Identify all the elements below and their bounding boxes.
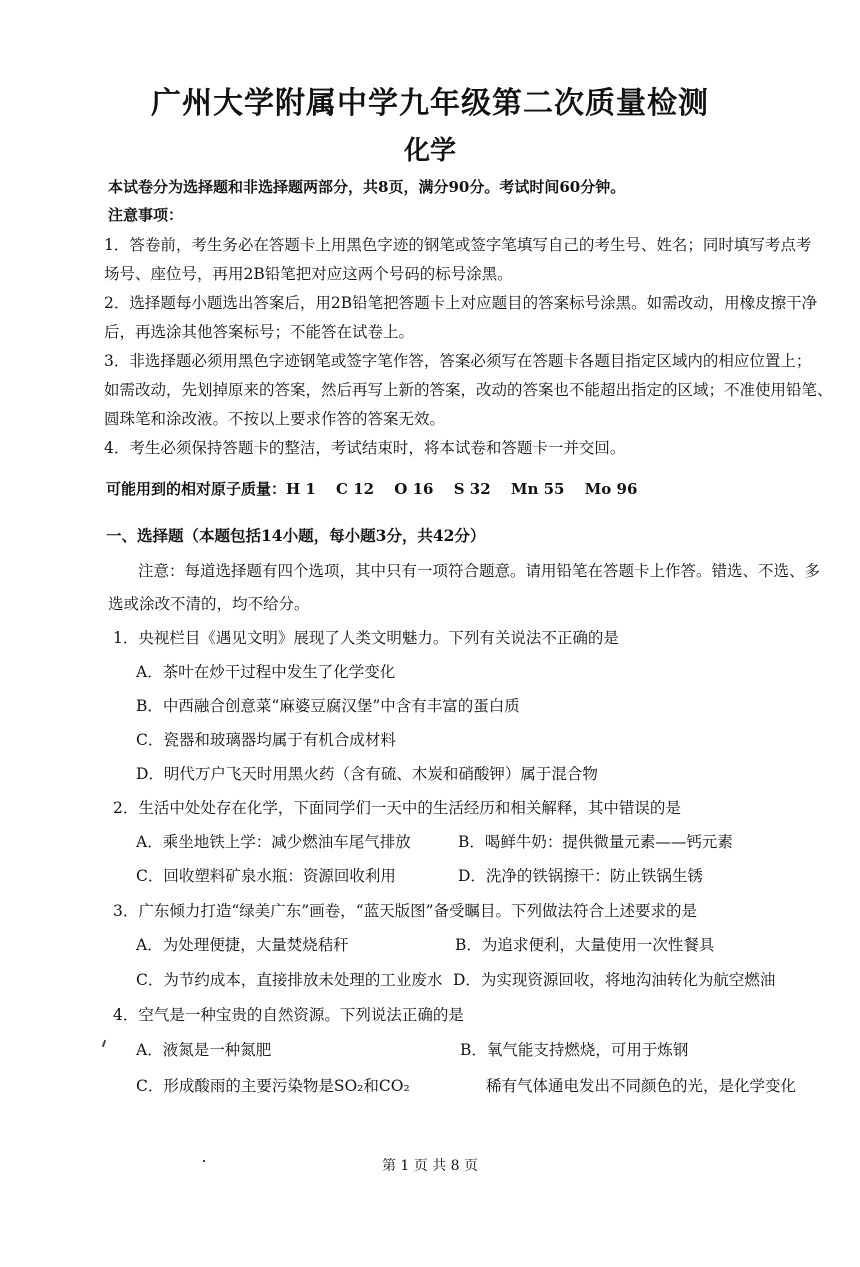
page-footer: 第 1 页 共 8 页 [381,1158,479,1174]
note-line: 4．考生必须保持答题卡的整洁，考试结束时，将本试卷和答题卡一并交回。 [104,439,626,457]
scan-speck [102,1040,106,1047]
section-heading: 一、选择题（本题包括14小题，每小题3分，共42分） [106,526,486,545]
note-line: 3．非选择题必须用黑色字迹钢笔或签字笔作答，答案必须写在答题卡各题目指定区域内的相应位置上； [104,352,812,370]
exam-summary: 本试卷分为选择题和非选择题两部分，共8页，满分90分。考试时间60分钟。 [108,178,626,196]
subject-title: 化学 [403,136,456,166]
option-a: A．液氮是一种氮肥 [136,1041,272,1059]
question-stem: 1．央视栏目《遇见文明》展现了人类文明魅力。下列有关说法不正确的是 [113,629,619,647]
option-c: C．瓷器和玻璃器均属于有机合成材料 [136,731,396,749]
question-stem: 3．广东倾力打造“绿美广东”画卷，“蓝天版图”备受瞩目。下列做法符合上述要求的是 [113,902,698,920]
option-c: C．形成酸雨的主要污染物是SO₂和CO₂ [136,1077,410,1095]
note-line: 1．答卷前，考生务必在答题卡上用黑色字迹的钢笔或签字笔填写自己的考生号、姓名；同时填写考点考 [104,236,812,254]
section-note: 注意：每道选择题有四个选项，其中只有一项符合题意。请用铅笔在答题卡上作答。错选、不选、多 [138,562,821,580]
option-a: A．为处理便捷，大量焚烧秸秆 [136,936,349,954]
note-line: 2．选择题每小题选出答案后，用2B铅笔把答题卡上对应题目的答案标号涂黑。如需改动，用橡皮擦干净 [104,294,818,312]
note-line: 后，再选涂其他答案标号；不能答在试卷上。 [104,323,415,341]
atomic-masses: 可能用到的相对原子质量：H 1 C 12 O 16 S 32 Mn 55 Mo 96 [106,480,638,498]
option-c: C．回收塑料矿泉水瓶：资源回收利用 [136,867,396,885]
note-line: 场号、座位号，再用2B铅笔把对应这两个号码的标号涂黑。 [104,265,513,283]
option-a: A．茶叶在炒干过程中发生了化学变化 [136,663,396,681]
section-note: 选或涂改不清的，均不给分。 [108,595,310,613]
option-d: D．明代万户飞天时用黑火药（含有硫、木炭和硝酸钾）属于混合物 [136,765,598,783]
question-stem: 4．空气是一种宝贵的自然资源。下列说法正确的是 [113,1006,464,1024]
option-b: B．为追求便利，大量使用一次性餐具 [455,936,715,954]
question-stem: 2．生活中处处存在化学，下面同学们一天中的生活经历和相关解释，其中错误的是 [113,799,681,817]
option-b: B．喝鲜牛奶：提供微量元素——钙元素 [458,833,733,851]
option-d: D．洗净的铁锅擦干：防止铁锅生锈 [458,867,703,885]
notes-heading: 注意事项： [108,206,184,224]
option-b: B．中西融合创意菜“麻婆豆腐汉堡”中含有丰富的蛋白质 [136,697,520,715]
option-d: 稀有气体通电发出不同颜色的光，是化学变化 [486,1077,797,1095]
note-line: 圆珠笔和涂改液。不按以上要求作答的答案无效。 [104,410,446,428]
note-line: 如需改动，先划掉原来的答案，然后再写上新的答案，改动的答案也不能超出指定的区域；不准使用铅笔、 [104,381,833,399]
exam-title: 广州大学附属中学九年级第二次质量检测 [151,86,709,121]
option-d: D．为实现资源回收，将地沟油转化为航空燃油 [453,971,776,989]
option-a: A．乘坐地铁上学：减少燃油车尾气排放 [136,833,411,851]
option-c: C．为节约成本，直接排放未处理的工业废水 [136,971,443,989]
option-b: B．氧气能支持燃烧，可用于炼钢 [460,1041,689,1059]
